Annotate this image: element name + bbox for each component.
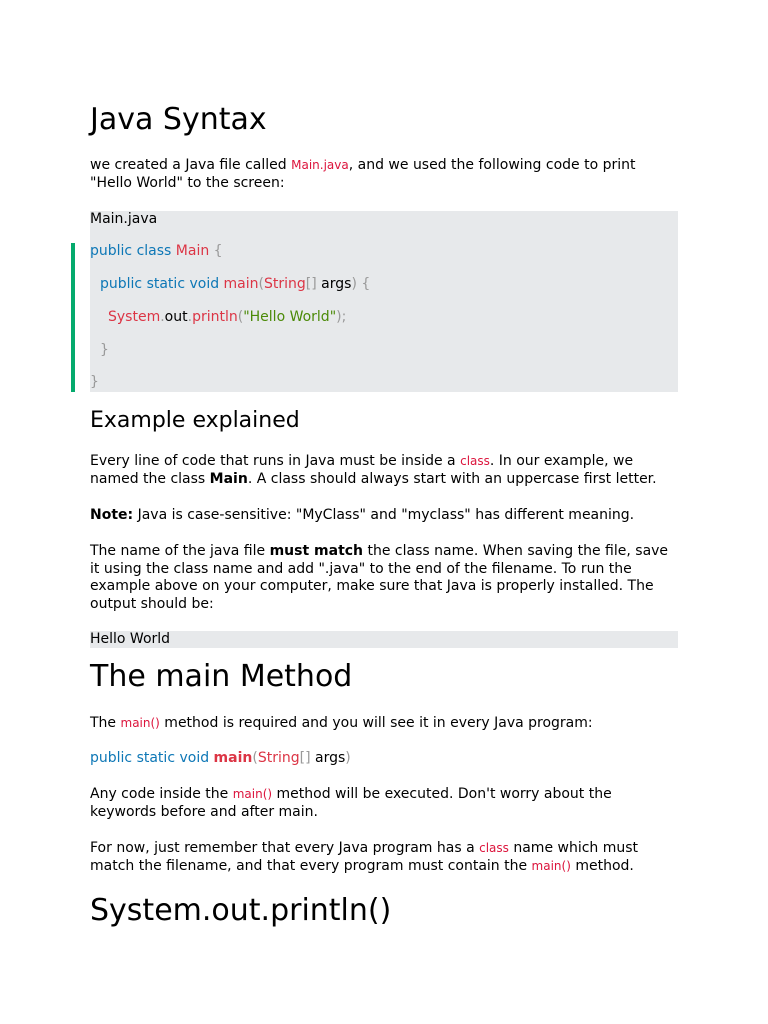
inline-code-main: main() bbox=[120, 716, 160, 730]
code-type: String bbox=[257, 750, 300, 766]
text: The name of the java file bbox=[90, 543, 270, 559]
inline-code-main: main() bbox=[531, 858, 571, 873]
code-brace: { bbox=[213, 243, 223, 259]
main-paragraph-2 bbox=[90, 786, 680, 821]
code-paren: ( bbox=[252, 750, 258, 766]
intro-text: we created a Java file called bbox=[90, 157, 292, 173]
code-field: out bbox=[164, 309, 188, 325]
code-method-call: println bbox=[192, 309, 238, 325]
note-label: Note: bbox=[90, 507, 134, 523]
code-method-name: main bbox=[223, 276, 259, 292]
main-signature bbox=[90, 750, 351, 767]
code-line-1 bbox=[90, 243, 223, 260]
code-args: args bbox=[315, 750, 346, 766]
code-type: String bbox=[264, 276, 306, 292]
code-keyword: public class bbox=[90, 243, 172, 259]
text: Java is case-sensitive: "MyClass" and "myclass" has different meaning. bbox=[133, 507, 635, 523]
text: . In our example, we named the class bbox=[90, 453, 634, 487]
inline-code-class: class bbox=[460, 454, 490, 468]
main-paragraph-1 bbox=[90, 715, 680, 733]
code-line-2 bbox=[100, 276, 370, 293]
code-line-3 bbox=[108, 309, 346, 326]
bold-text: must match bbox=[269, 543, 364, 559]
code-brackets: [] bbox=[299, 750, 311, 766]
output-box bbox=[90, 631, 678, 648]
text: Every line of code that runs in Java must be inside a bbox=[90, 453, 461, 469]
code-args: args bbox=[321, 276, 352, 292]
page-title: Java Syntax bbox=[90, 102, 267, 137]
code-paren: ( bbox=[258, 276, 264, 292]
output-text: Hello World bbox=[90, 631, 171, 647]
intro-paragraph bbox=[90, 157, 680, 192]
text: method is required and you will see it in every Java program: bbox=[159, 715, 593, 731]
inline-code-class: class bbox=[479, 841, 509, 855]
text: method will be executed. Don't worry about the keywords before and after main. bbox=[90, 786, 612, 820]
text: method. bbox=[570, 857, 634, 874]
intro-text-end: , and we used the following code to print "Hello World" to the screen: bbox=[90, 157, 636, 191]
main-paragraph-3 bbox=[90, 840, 680, 875]
code-string: "Hello World" bbox=[243, 309, 337, 325]
code-dot: . bbox=[187, 309, 193, 325]
code-paren: ( bbox=[237, 309, 244, 325]
code-example-box bbox=[90, 211, 678, 392]
code-keyword: public static void bbox=[90, 750, 210, 766]
explained-paragraph-2 bbox=[90, 507, 680, 525]
text: the class name. When saving the file, save it using the class name and add ".java" to the end of the filename. To run the example above on your computer, make sure that Java is properly installed. The output should be: bbox=[90, 543, 669, 612]
explained-paragraph-3 bbox=[90, 543, 680, 613]
code-brackets: [] bbox=[305, 276, 317, 292]
code-terminator: ); bbox=[336, 309, 347, 325]
code-object: System bbox=[108, 309, 161, 325]
heading-example-explained: Example explained bbox=[90, 408, 300, 433]
code-filename: Main.java bbox=[90, 211, 158, 227]
explained-paragraph-1 bbox=[90, 453, 680, 488]
code-paren: ) bbox=[345, 750, 351, 766]
code-brace: { bbox=[361, 276, 371, 292]
heading-system-out-println: System.out.println() bbox=[90, 893, 392, 928]
code-line-5: } bbox=[90, 374, 99, 390]
code-keyword: public static void bbox=[100, 276, 220, 292]
text: Any code inside the bbox=[90, 786, 233, 802]
text: . A class should always start with an uppercase first letter. bbox=[247, 470, 657, 487]
code-paren: ) bbox=[351, 276, 357, 292]
text: The bbox=[90, 715, 121, 731]
code-line-4: } bbox=[100, 342, 109, 358]
bold-text: Main bbox=[209, 470, 248, 487]
text: name which must match the filename, and that every program must contain the bbox=[90, 840, 639, 874]
inline-code-main: main() bbox=[232, 787, 273, 801]
text: For now, just remember that every Java program has a bbox=[90, 840, 480, 856]
code-method-name: main bbox=[213, 750, 253, 766]
heading-main-method: The main Method bbox=[90, 659, 353, 694]
inline-code-main-java: Main.java bbox=[291, 158, 349, 172]
code-class-name: Main bbox=[175, 243, 210, 259]
code-dot: . bbox=[160, 309, 165, 325]
code-accent-bar bbox=[71, 243, 75, 392]
